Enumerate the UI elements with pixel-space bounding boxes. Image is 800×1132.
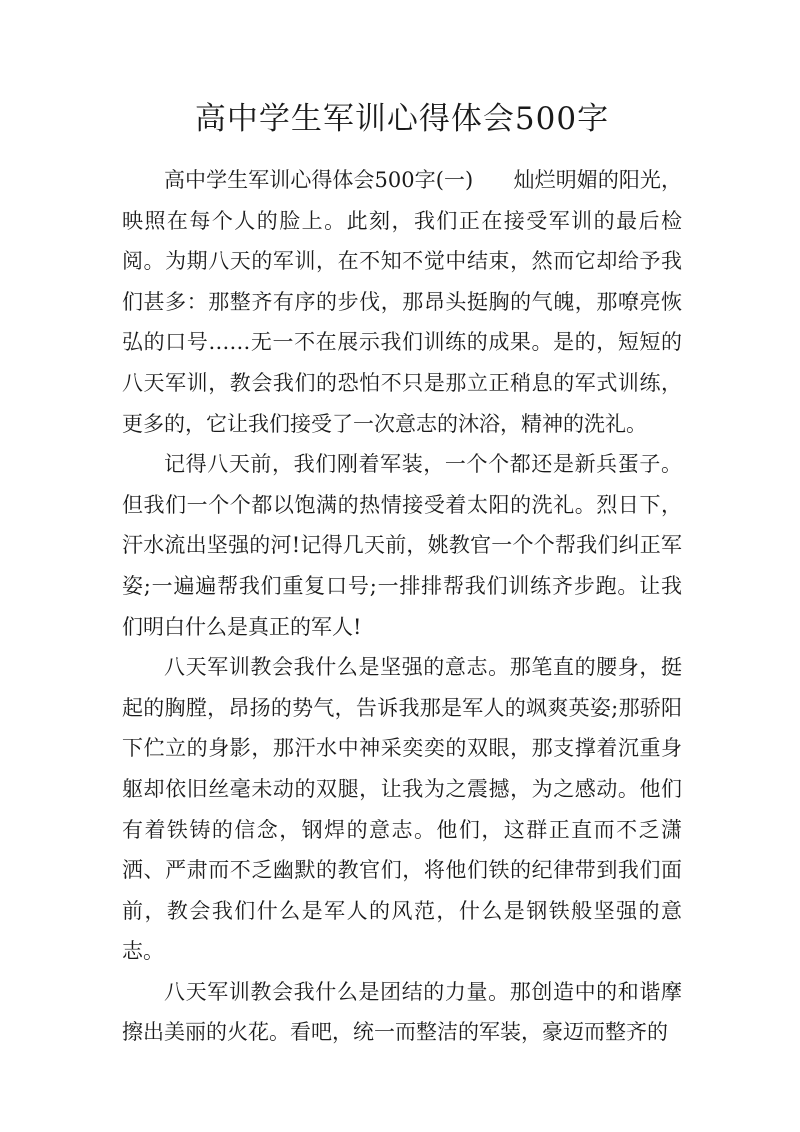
paragraph-1: 高中学生军训心得体会500字(一) 灿烂明媚的阳光，映照在每个人的脸上。此刻，我们正在接受军训的最后检阅。为期八天的军训，在不知不觉中结束，然而它却给予我们甚多：那整齐有序的步伐，那昂头挺胸的气魄，那嘹亮恢弘的口号……无一不在展示我们训练的成果。是的，短短的八天军训，教会我们的恐怕不只是那立正稍息的军式训练，更多的，它让我们接受了一次意志的沐浴，精神的洗礼。 — [122, 168, 682, 436]
paragraph-4: 八天军训教会我什么是团结的力量。那创造中的和谐摩擦出美丽的火花。看吧，统一而整洁的军装，豪迈而整齐的 — [122, 979, 682, 1045]
paragraph-2: 记得八天前，我们刚着军装，一个个都还是新兵蛋子。但我们一个个都以饱满的热情接受着太阳的洗礼。烈日下，汗水流出坚强的河!记得几天前，姚教官一个个帮我们纠正军姿;一遍遍帮我们重复口号;一排排帮我们训练齐步跑。让我们明白什么是真正的军人! — [122, 452, 682, 639]
paragraph-3: 八天军训教会我什么是坚强的意志。那笔直的腰身，挺起的胸膛，昂扬的势气，告诉我那是军人的飒爽英姿;那骄阳下伫立的身影，那汗水中神采奕奕的双眼，那支撑着沉重身躯却依旧丝毫未动的双腿，让我为之震撼，为之感动。他们有着铁铸的信念，钢焊的意志。他们，这群正直而不乏潇洒、严肃而不乏幽默的教官们，将他们铁的纪律带到我们面前，教会我们什么是军人的风范，什么是钢铁般坚强的意志。 — [122, 655, 682, 964]
document-body — [122, 160, 682, 1053]
document-title: 高中学生军训心得体会500字 — [194, 101, 610, 137]
